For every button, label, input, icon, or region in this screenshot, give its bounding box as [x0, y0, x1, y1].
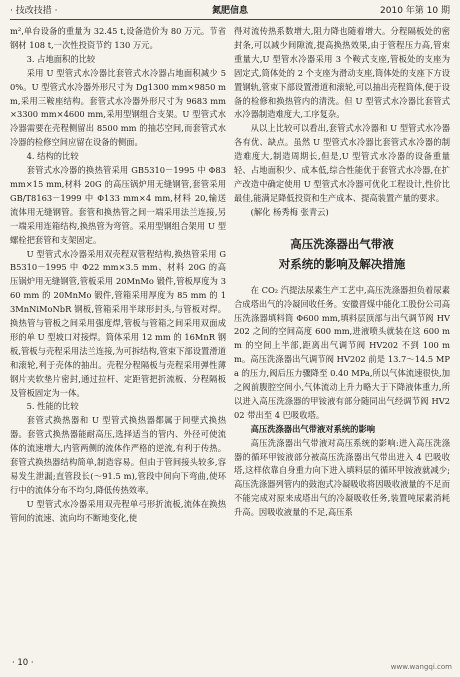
journal-name: 氮肥信息 [211, 6, 248, 16]
article-title [234, 234, 450, 274]
article-body [234, 437, 450, 520]
paragraph: 3. 占地面积的比较 [26, 53, 96, 64]
paragraph: 5. 性能的比较 [26, 401, 79, 412]
paragraph: U 型管式水冷器采用双壳程双管程结构,换热管采用 GB5310－1995 中 Φ22 mm×3.5 mm、材料 20G 的高压锅炉用无缝钢管,管板采用 20MnMo 锻件,管板厚度为 360 mm 的 20MnMo 锻件,管箱采用厚度为 85 mm 的 13MnNiMoNbR 钢板,管箱采用半球形封头,与管板对焊。换热管与管板之间采用强度焊,管板与管箱之间采用双面成形的单 U 型坡口对接焊。筒体采用 12 mm 的 16MnR 钢板,管板与壳程采用法兰连接,为可拆结构,管束下部设置滑道和滚轮,利于壳体的抽出。壳程分程隔板与壳程采用弹性薄钢片夹软垫片密封,通过拉杆、定距管把折流板、分程隔板及管板固定为一体。 [10, 248, 226, 398]
left-column [10, 25, 226, 655]
right-column [234, 25, 450, 665]
article-title-line-2: 对系统的影响及解决措施 [278, 256, 406, 271]
watermark-text: www.wangqi.com [390, 663, 452, 671]
page-number: · 10 · [12, 658, 34, 668]
paragraph: 4. 结构的比较 [26, 151, 79, 162]
paragraph: m²,单台设备的重量为 32.45 t,设备造价为 80 万元。节省钢材 108 t,一次性投资节约 130 万元。 [10, 26, 226, 50]
article-intro [234, 284, 450, 423]
paragraph: 从以上比较可以看出,套管式水冷器和 U 型管式水冷器各有优、缺点。虽然 U 型管式水冷器比套管式水冷器的制造难度大,制造周期长,但是,U 型管式水冷器的设备重量轻、占地面积少、成本低,综合性能优于套管式水冷器,在扩产改造中确定使用 U 型管式水冷器可优化工程设计,性价比最佳,能满足降低投资和生产成本、提高装置产量的要求。 [234, 123, 450, 203]
section-label: · 技改技措 · [10, 6, 58, 16]
paragraph: 套管式换热器和 U 型管式换热器都属于间壁式换热器。套管式换热器能耐高压,选择适当的管内、外径可使流体的流速增大,内管两侧的流体作严格的逆流,有利于传热。套管式换热器结构简单,制造容易。但由于管间接头较多,容易发生泄漏;直管段长(～91.5 m),管段中间向下弯曲,使环行中的流体分布不均匀,降低传热效率。 [10, 415, 226, 495]
right-column-top-text [234, 25, 450, 206]
article-byline: (解化 杨秀梅 张青云) [250, 206, 329, 217]
paragraph: 采用 U 型管式水冷器比套管式水冷器占地面积减少 50%。U 型管式水冷器外形尺寸为 Dg1300 mm×9850 mm,采用三鞍座结构。套管式水冷器外形尺寸为 9683 mm×3300 mm×4600 mm,采用型钢组合支架。U 型管式水冷器需要在壳程侧留出 8500 mm 的抽芯空间,而套管式水冷器的检修空间应留在设备的侧面。 [10, 67, 226, 148]
page-header [10, 4, 450, 19]
issue-label: 2010 年第 10 期 [380, 6, 450, 16]
paragraph: 得对流传热系数增大,阻力降也随着增大。分程隔板处的密封条,可以减少间隙流,提高换热效果,由于管程压力高,管束重量大,U 型管水冷器采用 3 个鞍式支座,管板处的支座为固定式,筒体处的 2 个支座为滑动支座,筒体处的支座下方设置钢轨,管束下部设置滑道和滚轮,可以抽出壳程筒体,便于设备的检修和换热管内的清洗。但 U 型管式水冷器比套管式水冷器制造难度大,工序复杂。 [234, 26, 450, 120]
paragraph: 高压洗涤器出气带液对高压系统的影响:进入高压洗涤器的循环甲铵液部分被高压洗涤器出气带出进入 4 巴吸收塔,这样依靠自身重力向下进入填料层的循环甲铵液就减少;高压洗涤器列管内的鼓泡式冷凝吸收将因吸收液量的不足而不能完成对原来成塔出气的冷凝吸收任务,装置吨尿素消耗升高。因吸收液量的不足,高压系 [234, 437, 450, 518]
paragraph: 在 CO₂ 汽提法尿素生产工艺中,高压洗涤器担负着尿素合成塔出气的冷凝回收任务。安徽晋煤中能化工股份公司高压洗涤器填料筒 Φ600 mm,填料层顶部与出气调节阀 HV202 之间的空间高度 600 mm,进液喷头就装在这 600 mm 的空间上半部,距离出气调节阀 HV202 不到 100 mm。高压洗涤器出气调节阀 HV202 前是 13.7～14.5 MPa 的压力,阀后压力骤降至 0.40 MPa,所以气体流速很快,加之阀前腹腔空间小,气体流动上升力略大于下降液体重力,所以进入高压洗涤器的甲铵液有部分随同出气经调节阀 HV202 带出至 4 巴吸收塔。 [234, 284, 450, 420]
paragraph: 套管式水冷器的换热管采用 GB5310－1995 中 Φ83 mm×15 mm,材料 20G 的高压锅炉用无缝钢管,套管采用 GB/T8163－1999 中 Φ133 mm×4 mm,材料 20,输送流体用无缝钢管。套管和换热管之间一端采用法兰连接,另一端采用连箱结构,换热管为弯管。采用型钢组合架用 U 型螺栓把套管和支架固定。 [10, 165, 226, 245]
section-subheading: 高压洗涤器出气带液对系统的影响 [250, 423, 376, 434]
article-title-line-1: 高压洗涤器出气带液 [290, 236, 394, 251]
paragraph: U 型管式水冷器采用双壳程单弓形折流板,流体在换热管间的流速、流向均不断地变化,使 [10, 498, 226, 523]
header-rule [10, 19, 450, 20]
